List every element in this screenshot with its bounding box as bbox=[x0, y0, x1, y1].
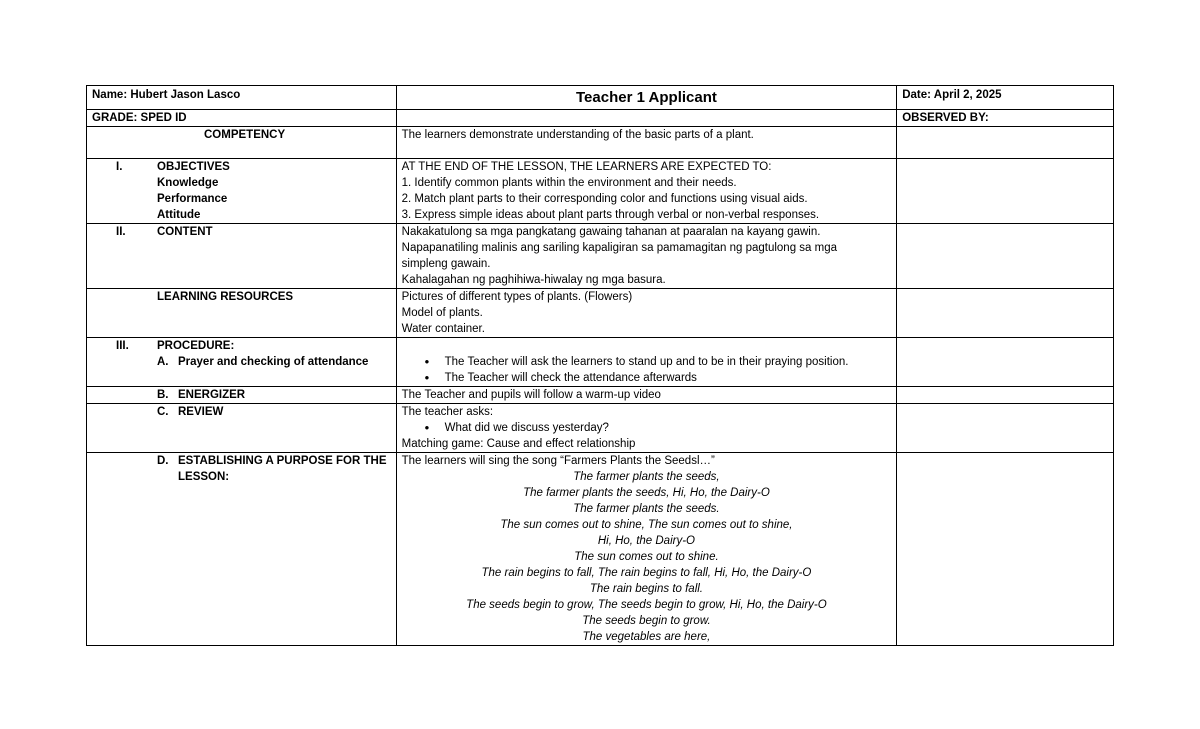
competency-observed bbox=[897, 127, 1114, 159]
review-text bbox=[396, 404, 897, 453]
list-item: • The Teacher will check the attendance afterwards bbox=[445, 370, 892, 386]
list-item: • The Teacher will ask the learners to stand up and to be in their praying position. bbox=[445, 354, 892, 370]
song-line: The sun comes out to shine. bbox=[574, 551, 719, 563]
procedure-roman: III. bbox=[116, 340, 129, 352]
review-row bbox=[87, 404, 1114, 453]
grade-row bbox=[87, 110, 1114, 127]
song-line: The sun comes out to shine, The sun comes out to shine, bbox=[500, 519, 793, 531]
step-b-letter: B. bbox=[157, 389, 169, 401]
review-bullet-list bbox=[402, 420, 892, 436]
learning-resources-observed bbox=[897, 289, 1114, 338]
learning-resources-label: LEARNING RESOURCES bbox=[157, 291, 294, 303]
step-d-letter: D. bbox=[157, 455, 169, 467]
competency-row bbox=[87, 127, 1114, 159]
learning-resources-row bbox=[87, 289, 1114, 338]
procedure-row bbox=[87, 338, 1114, 387]
song-line: The vegetables are here, bbox=[582, 631, 711, 643]
purpose-left bbox=[87, 453, 397, 646]
purpose-row bbox=[87, 453, 1114, 646]
procedure-a-text bbox=[396, 338, 897, 387]
objectives-left bbox=[87, 159, 397, 224]
content-observed bbox=[897, 224, 1114, 289]
content-left bbox=[87, 224, 397, 289]
step-a-label: Prayer and checking of attendance bbox=[178, 356, 369, 368]
list-item: • What did we discuss yesterday? bbox=[445, 420, 892, 436]
objectives-observed bbox=[897, 159, 1114, 224]
objectives-roman: I. bbox=[116, 161, 123, 173]
content-line: simpleng gawain. bbox=[401, 258, 491, 270]
resource-line: Water container. bbox=[401, 323, 485, 335]
song-line: Hi, Ho, the Dairy-O bbox=[597, 535, 695, 547]
objective-knowledge: Knowledge bbox=[157, 177, 219, 189]
page-title: Teacher 1 Applicant bbox=[396, 86, 897, 110]
competency-label: COMPETENCY bbox=[87, 127, 397, 159]
competency-text: The learners demonstrate understanding of the basic parts of a plant. bbox=[396, 127, 897, 159]
step-c-label: REVIEW bbox=[178, 406, 224, 418]
resource-line: Pictures of different types of plants. (Flowers) bbox=[401, 291, 633, 303]
step-d-label-1: ESTABLISHING A PURPOSE FOR THE bbox=[178, 455, 387, 467]
content-line: Napapanatiling malinis ang sariling kapaligiran sa pamamagitan ng pagtulong sa mga bbox=[401, 242, 837, 254]
objective-line: 2. Match plant parts to their corresponding color and functions using visual aids. bbox=[401, 193, 808, 205]
review-left bbox=[87, 404, 397, 453]
review-observed bbox=[897, 404, 1114, 453]
song-line: The rain begins to fall, The rain begins to fall, Hi, Ho, the Dairy-O bbox=[481, 567, 812, 579]
resource-line: Model of plants. bbox=[401, 307, 483, 319]
prayer-bullet-list bbox=[402, 354, 892, 386]
header-row bbox=[87, 86, 1114, 110]
content-roman: II. bbox=[116, 226, 126, 238]
learning-resources-left bbox=[87, 289, 397, 338]
song-intro: The learners will sing the song “Farmers Plants the Seedsl…” bbox=[401, 455, 715, 467]
content-line: Kahalagahan ng paghihiwa-hiwalay ng mga basura. bbox=[401, 274, 666, 286]
grade-row-empty bbox=[396, 110, 897, 127]
content-label: CONTENT bbox=[157, 226, 213, 238]
lesson-plan-table bbox=[86, 85, 1114, 646]
procedure-label: PROCEDURE: bbox=[157, 340, 235, 352]
purpose-text bbox=[396, 453, 897, 646]
objective-performance: Performance bbox=[157, 193, 228, 205]
learning-resources-text bbox=[396, 289, 897, 338]
step-a-letter: A. bbox=[157, 356, 169, 368]
procedure-left bbox=[87, 338, 397, 387]
teacher-name: Name: Hubert Jason Lasco bbox=[87, 86, 397, 110]
objectives-row bbox=[87, 159, 1114, 224]
step-d-label-2: LESSON: bbox=[178, 471, 230, 483]
observed-by-field: OBSERVED BY: bbox=[897, 110, 1114, 127]
song-line: The farmer plants the seeds, Hi, Ho, the Dairy-O bbox=[523, 487, 770, 499]
objective-line: 1. Identify common plants within the environment and their needs. bbox=[401, 177, 737, 189]
content-row bbox=[87, 224, 1114, 289]
song-line: The seeds begin to grow, The seeds begin to grow, Hi, Ho, the Dairy-O bbox=[466, 599, 827, 611]
content-line: Nakakatulong sa mga pangkatang gawaing tahanan at paaralan na kayang gawin. bbox=[401, 226, 821, 238]
energizer-text: The Teacher and pupils will follow a warm-up video bbox=[396, 387, 897, 404]
objectives-label: OBJECTIVES bbox=[157, 161, 230, 173]
objectives-intro: AT THE END OF THE LESSON, THE LEARNERS ARE EXPECTED TO: bbox=[401, 161, 772, 173]
review-outro: Matching game: Cause and effect relationship bbox=[401, 438, 636, 450]
energizer-observed bbox=[897, 387, 1114, 404]
energizer-left bbox=[87, 387, 397, 404]
objectives-text bbox=[396, 159, 897, 224]
purpose-observed bbox=[897, 453, 1114, 646]
song-line: The seeds begin to grow. bbox=[582, 615, 711, 627]
review-intro: The teacher asks: bbox=[401, 406, 494, 418]
objective-attitude: Attitude bbox=[157, 209, 201, 221]
grade-field: GRADE: SPED ID bbox=[87, 110, 397, 127]
content-text bbox=[396, 224, 897, 289]
step-b-label: ENERGIZER bbox=[178, 389, 246, 401]
date-field: Date: April 2, 2025 bbox=[897, 86, 1114, 110]
song-line: The rain begins to fall. bbox=[589, 583, 704, 595]
procedure-observed bbox=[897, 338, 1114, 387]
objective-line: 3. Express simple ideas about plant parts through verbal or non-verbal responses. bbox=[401, 209, 820, 221]
energizer-row bbox=[87, 387, 1114, 404]
song-line: The farmer plants the seeds, bbox=[573, 471, 720, 483]
song-line: The farmer plants the seeds. bbox=[573, 503, 720, 515]
step-c-letter: C. bbox=[157, 406, 169, 418]
